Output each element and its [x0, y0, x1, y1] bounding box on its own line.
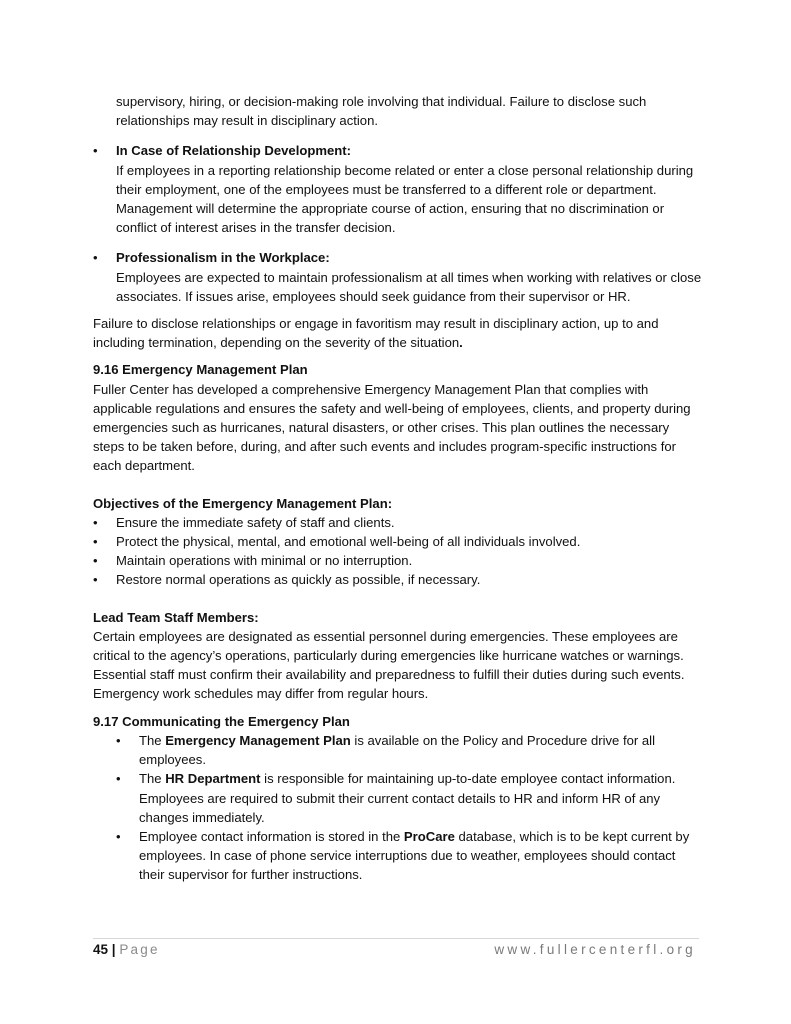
objectives-heading: Objectives of the Emergency Management Plan: — [93, 495, 393, 511]
objectives-list — [93, 513, 703, 590]
bullet-icon: • — [93, 553, 98, 569]
bullet-icon: • — [93, 143, 98, 159]
list-item-pre: The — [139, 771, 166, 787]
list-item-post: is responsible for maintaining up-to-date employee contact information. Employees are required to submit their current contact details to HR and inform HR of any changes immediately. — [139, 771, 676, 825]
communication-list — [93, 731, 703, 885]
bullet-text: If employees in a reporting relationship become related or enter a close personal relationship during their employment, one of the employees must be transferred to a different role or department. Management will determine the appropriate course of action, ensuring that no discrimination or conflict of interest arises in the transfer decision. — [116, 162, 694, 236]
page-number: 45 — [93, 942, 109, 957]
list-item-text: Restore normal operations as quickly as possible, if necessary. — [116, 572, 481, 588]
list-item-text: Protect the physical, mental, and emotional well-being of all individuals involved. — [116, 534, 581, 550]
section-916-title: 9.16 Emergency Management Plan — [93, 362, 308, 378]
list-item — [93, 769, 703, 827]
intro-continuation: supervisory, hiring, or decision-making role involving that individual. Failure to disclose such relationships may result in disciplinary action. — [116, 94, 647, 129]
lead-team-heading: Lead Team Staff Members: — [93, 609, 259, 625]
bullet-icon: • — [116, 771, 121, 787]
page-number-footer — [93, 941, 160, 959]
failure-period: . — [459, 335, 463, 351]
page-content — [93, 92, 703, 885]
bullet-icon: • — [93, 534, 98, 550]
list-item-text: Maintain operations with minimal or no interruption. — [116, 553, 413, 569]
list-item-bold: HR Department — [165, 771, 261, 787]
list-item — [93, 532, 703, 551]
bullet-heading: In Case of Relationship Development: — [116, 143, 351, 159]
list-item — [93, 827, 703, 885]
list-item — [93, 513, 703, 532]
failure-paragraph — [93, 314, 703, 352]
website-footer: www.fullercenterfl.org — [494, 942, 696, 957]
list-item-text: Ensure the immediate safety of staff and clients. — [116, 514, 395, 530]
bullet-icon: • — [116, 828, 121, 844]
list-item-post: is available on the Policy and Procedure drive for all employees. — [139, 732, 655, 768]
bullet-icon: • — [93, 250, 98, 266]
bullet-relationship-development — [93, 141, 703, 237]
footer-divider — [93, 938, 699, 939]
list-item — [93, 551, 703, 570]
list-item-bold: ProCare — [403, 828, 455, 844]
lead-team-body: Certain employees are designated as essential personnel during emergencies. These employees are critical to the agency’s operations, particularly during emergencies like hurricane watches or warnings. Essential staff must confirm their availability and preparedness to fulfill their duties during such events. Emergency work schedules may differ from regular hours. — [93, 628, 685, 702]
page-separator: | — [111, 942, 116, 957]
bullet-text: Employees are expected to maintain professionalism at all times when working with relatives or close associates. If issues arise, employees should seek guidance from their supervisor or HR. — [116, 269, 702, 304]
list-item-post: database, which is to be kept current by employees. In case of phone service interruptions due to weather, employees should contact their supervisor for further instructions. — [139, 828, 690, 883]
list-item-bold: Emergency Management Plan — [165, 732, 351, 748]
bullet-icon: • — [93, 514, 98, 530]
bullet-icon: • — [116, 732, 121, 748]
bullet-heading: Professionalism in the Workplace: — [116, 250, 330, 266]
section-917-title: 9.17 Communicating the Emergency Plan — [93, 713, 350, 729]
failure-text: Failure to disclose relationships or engage in favoritism may result in disciplinary action, up to and including termination, depending on the severity of the situation — [93, 316, 659, 351]
section-916-body: Fuller Center has developed a comprehensive Emergency Management Plan that complies with applicable regulations and ensures the safety and well-being of employees, clients, and property during emergencies such as hurricanes, natural disasters, or other crises. This plan outlines the necessary steps to be taken before, during, and after such events and includes program-specific instructions for each department. — [93, 381, 691, 474]
bullet-professionalism — [93, 248, 703, 306]
list-item-pre: Employee contact information is stored in the — [139, 828, 404, 844]
list-item — [93, 731, 703, 769]
list-item-pre: The — [139, 732, 166, 748]
bullet-icon: • — [93, 572, 98, 588]
page-label: Page — [119, 942, 160, 957]
list-item — [93, 570, 703, 589]
